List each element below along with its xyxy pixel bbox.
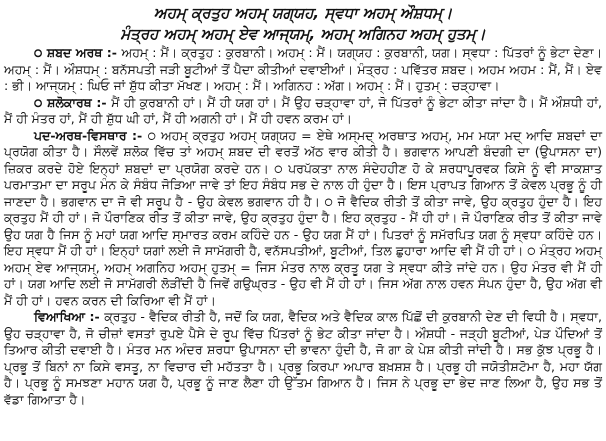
section-heading-shabad-arth: ੦ ਸ਼ਬਦ ਅਰਥ :- [34,45,117,60]
section-pad-arth-visthar [4,128,602,310]
section-body-viakhia: ਕ੍ਰਤੁਹ - ਵੈਦਿਕ ਰੀਤੀ ਹੈ, ਜਦੋਂ ਕਿ ਯਗ, ਵੈਦਿਕ ਅਤੇ ਵੈਦਿਕ ਕਾਲ ਪਿੱਛੋਂ ਦੀ ਕੁਰਬਾਨੀ ਦੇਣ ਦੀ ਵਿਧੀ ਹੈ। ਸ੍ਵਧਾ, ਉਹ ਚੜ੍ਹਾਵਾ ਹੈ, ਜੋ ਚੀਜ਼ਾਂ ਵਸਤਾਂ ਰੁਪਏ ਪੈਸੇ ਦੇ ਰੂਪ ਵਿੱਚ ਪਿੱਤਰਾਂ ਨੂੰ ਭੇਟ ਕੀਤਾ ਜਾਂਦਾ ਹੈ। ਔਸ਼ਧੀ - ਜੜ੍ਹੀ ਬੂਟੀਆਂ, ਪੇੜ ਪੌਦਿਆਂ ਤੋਂ ਤਿਆਰ ਕੀਤੀ ਦਵਾਈ ਹੈ। ਮੰਤਰ ਮਨ ਅੰਦਰ ਸ਼ਰਧਾ ਉਪਾਸਨਾ ਦੀ ਭਾਵਨਾ ਹੁੰਦੀ ਹੈ, ਜੋ ਗਾ ਕੇ ਪੇਸ਼ ਕੀਤੀ ਜਾਂਦੀ ਹੈ। ਸਭ ਕੁੱਝ ਪ੍ਰਭੂ ਹੈ। ਪ੍ਰਭੂ ਤੋਂ ਬਿਨਾਂ ਨਾ ਕਿਸੇ ਵਸਤੂ, ਨਾ ਵਿਚਾਰ ਦੀ ਮਹੱਤਤਾ ਹੈ। ਪ੍ਰਭੂ ਕਿਰਪਾ ਅਪਾਰ ਬਖ਼ਸ਼ਸ਼ ਹੈ। ਪ੍ਰਭੂ ਹੀ ਜਯੋਤੀਸ਼ਟੋਮਾ ਹੈ, ਮਹਾ ਯੱਗ ਹੈ। ਪ੍ਰਭੂ ਨੂੰ ਸਮਝਣਾ ਮਹਾਨ ਯਗ ਹੈ, ਪ੍ਰਭੂ ਨੂੰ ਜਾਣ ਲੈਣਾ ਹੀ ਉੱਤਮ ਗਿਆਨ ਹੈ। ਜਿਸ ਨੇ ਪ੍ਰਭੂ ਦਾ ਭੇਦ ਜਾਣ ਲਿਆ ਹੈ, ਉਹ ਸਭ ਤੋਂ ਵੱਡਾ ਗਿਆਤਾ ਹੈ। [4,309,602,407]
section-body-pad-arth-visthar: ੦ ਅਹਮ੍ ਕ੍ਰਤੁਹ ਅਹਮ੍ ਯਗ੍ਯਹ = ਏਥੇ ਅਸ੍ਮਦ੍ ਅਰਥਾਤ ਅਹਮ੍, ਮਮ ਮਯਾ ਮਦ੍ ਆਦਿ ਸ਼ਬਦਾਂ ਦਾ ਪ੍ਰਯੋਗ ਕੀਤਾ ਹੈ। ਸੌਲਵੇਂ ਸ਼ਲੋਕ ਵਿੱਚ ਤਾਂ ਅਹਮ੍ ਸ਼ਬਦ ਦੀ ਵਰਤੋਂ ਅੱਠ ਵਾਰ ਕੀਤੀ ਹੈ। ਭਗਵਾਨ ਆਪਣੀ ਬੰਦਗੀ ਦਾ (ਉਪਾਸਨਾ ਦਾ) ਜ਼ਿਕਰ ਕਰਦੇ ਹੋਏ ਇਨ੍ਹਾਂ ਸ਼ਬਦਾਂ ਦਾ ਪ੍ਰਯੋਗ ਕਰਦੇ ਹਨ। ੦ ਪਰਪੱਕਤਾ ਨਾਲ ਸੰਦੇਹਹੀਣ ਹੋ ਕੇ ਸ਼ਰਧਾਪੂਰਵਕ ਕਿਸੇ ਨੂੰ ਵੀ ਸਾਕਸ਼ਾਤ ਪਰਮਾਤਮਾ ਦਾ ਸਰੂਪ ਮੰਨ ਕੇ ਸੰਬੰਧ ਜੋੜਿਆ ਜਾਵੇ ਤਾਂ ਇਹ ਸੰਬੰਧ ਸਭ ਦੇ ਨਾਲ ਹੀ ਹੁੰਦਾ ਹੈ। ਇਸ ਪ੍ਰਾਪਤ ਗਿਆਨ ਤੋਂ ਕੇਵਲ ਪ੍ਰਭੂ ਨੂੰ ਹੀ ਜਾਣਦਾ ਹੈ। ਭਗਵਾਨ ਦਾ ਜੋ ਵੀ ਸਰੂਪ ਹੈ - ਉਹ ਕੇਵਲ ਭਗਵਾਨ ਹੀ ਹੈ। ੦ ਜੋ ਵੈਦਿਕ ਰੀਤੀ ਤੋਂ ਕੀਤਾ ਜਾਵੇ, ਉਹ ਕ੍ਰਤੁਹ ਹੁੰਦਾ ਹੈ। ਇਹ ਕ੍ਰਤੁਹ ਮੈਂ ਹੀ ਹਾਂ। ਜੋ ਪੌਰਾਣਿਕ ਰੀਤ ਤੋਂ ਕੀਤਾ ਜਾਵੇ, ਉਹ ਕ੍ਰਤੁਹ ਹੁੰਦਾ ਹੈ। ਇਹ ਕ੍ਰਤੁਹ - ਮੈਂ ਹੀ ਹਾਂ। ਜੋ ਪੌਰਾਣਿਕ ਰੀਤ ਤੋਂ ਕੀਤਾ ਜਾਵੇ ਉਹ ਯਗ ਹੈ ਜਿਸ ਨੂੰ ਮਹਾਂ ਯਗ ਆਦਿ ਸ੍ਮਾਰਤ ਕਰਮ ਕਹਿੰਦੇ ਹਨ - ਉਹ ਯਗ ਮੈਂ ਹਾਂ। ਪਿਤਰਾਂ ਨੂੰ ਸਮੱਰਪਿਤ ਯਗ ਨੂੰ ਸ੍ਵਧਾ ਕਹਿੰਦੇ ਹਨ। ਇਹ ਸ੍ਵਧਾ ਮੈਂ ਹੀ ਹਾਂ। ਇਨ੍ਹਾਂ ਯਗਾਂ ਲਈ ਜੋ ਸਾਮੱਗਰੀ ਹੈ, ਵਨੱਸਪਤੀਆਂ, ਬੂਟੀਆਂ, ਤਿਲ ਛੁਹਾਰਾ ਆਦਿ ਵੀ ਮੈਂ ਹੀ ਹਾਂ। ੦ ਮੰਤ੍ਰਹ ਅਹਮ੍ ਅਹਮ੍ ਏਵ ਆਜ੍ਯਮ੍, ਅਹਮ੍ ਅਗਨਿਹ ਅਹਮ੍ ਹੁਤਮ੍ = ਜਿਸ ਮੰਤਰ ਨਾਲ ਕ੍ਰਤੂ ਯਗ ਤੇ ਸ੍ਵਧਾ ਕੀਤੇ ਜਾਂਦੇ ਹਨ। ਉਹ ਮੰਤਰ ਵੀ ਮੈਂ ਹੀ ਹਾਂ। ਯਗ ਆਦਿ ਲਈ ਜੋ ਸਾਮੱਗਰੀ ਲੋੜੀਂਦੀ ਹੈ ਜਿਵੇਂ ਗਉਘ੍ਰਤ - ਉਹ ਵੀ ਮੈਂ ਹੀ ਹਾਂ। ਜਿਸ ਅੱਗ ਨਾਲ ਹਵਨ ਸੰਪਨ ਹੁੰਦਾ ਹੈ, ਉਹ ਅੱਗ ਵੀ ਮੈਂ ਹੀ ਹਾਂ। ਹਵਨ ਕਰਨ ਦੀ ਕਿਰਿਆ ਵੀ ਮੈਂ ਹਾਂ। [4,127,603,308]
shloka-line-1: ਅਹਮ੍ ਕ੍ਰਤੁਹ ਅਹਮ੍ ਯਗ੍ਯਹ, ਸ੍ਵਧਾ ਅਹਮ੍ ਔਸ਼ਧਮ੍। [153,4,453,22]
section-shlokarth [4,95,602,128]
section-shabad-arth [4,45,602,95]
section-viakhia [4,309,602,408]
section-heading-pad-arth-visthar: ਪਦ-ਅਰਥ-ਵਿਸਥਾਰ :- [34,127,143,143]
section-heading-shlokarth: ੦ ਸ਼ਲੋਕਾਰਥ :- [34,94,107,110]
shloka-line-2: ਮੰਤ੍ਰਹ ਅਹਮ੍ ਅਹਮ੍ ਏਵ ਆਜ੍ਯਮ੍, ਅਹਮ੍ ਅਗਿਨਹ ਅਹਮ੍ ਹੁਤਮ੍। [120,25,486,43]
section-heading-viakhia: ਵਿਆਖਿਆ :- [34,309,100,324]
section-body-shlokarth: ਮੈਂ ਹੀ ਕੁਰਬਾਨੀ ਹਾਂ। ਮੈਂ ਹੀ ਯਗ ਹਾਂ। ਮੈਂ ਉਹ ਚੜ੍ਹਾਵਾ ਹਾਂ, ਜੋ ਪਿੱਤਰਾਂ ਨੂੰ ਭੇਟਾ ਕੀਤਾ ਜਾਂਦਾ ਹੈ। ਮੈਂ ਔਸ਼ਧੀ ਹਾਂ, ਮੈਂ ਹੀ ਮੰਤਰ ਹਾਂ, ਮੈਂ ਹੀ ਸ਼ੁੱਧ ਘੀ ਹਾਂ, ਮੈਂ ਹੀ ਅਗਨੀ ਹਾਂ। ਮੈਂ ਹੀ ਹਵਨ ਕਰਮ ਹਾਂ। [4,94,602,126]
section-body-shabad-arth: ਅਹਮ੍ : ਮੈਂ। ਕ੍ਰਤੁਹ : ਕੁਰਬਾਨੀ। ਅਹਮ੍ : ਮੈਂ। ਯਗ੍ਯਹ : ਕੁਰਬਾਨੀ, ਯਗ। ਸ੍ਵਧਾ : ਪਿੱਤਰਾਂ ਨੂੰ ਭੇਟਾ ਦੇਣਾ। ਅਹਮ੍ : ਮੈਂ। ਔਸ਼ਧਮ੍ : ਬਨੱਸਪਤੀ ਜੜੀ ਬੂਟੀਆਂ ਤੋਂ ਪੈਦਾ ਕੀਤੀਆਂ ਦਵਾਈਆਂ। ਮੰਤ੍ਰਹ : ਪਵਿੱਤਰ ਸ਼ਬਦ। ਅਹਮ ਅਹਮ : ਮੈਂ, ਮੈਂ। ਏਵ : ਭੀ। ਆਜ੍ਯਮ੍ : ਘਿਓ ਜਾਂ ਸ਼ੁੱਧ ਕੀਤਾ ਮੱਖਣ। ਅਹਮ੍ : ਮੈਂ। ਅਗਿਨਹ : ਅੱਗ। ਅਹਮ੍ : ਮੈਂ। ਹੁਤਮ੍ : ਚੜ੍ਹਾਵਾ। [4,45,603,93]
